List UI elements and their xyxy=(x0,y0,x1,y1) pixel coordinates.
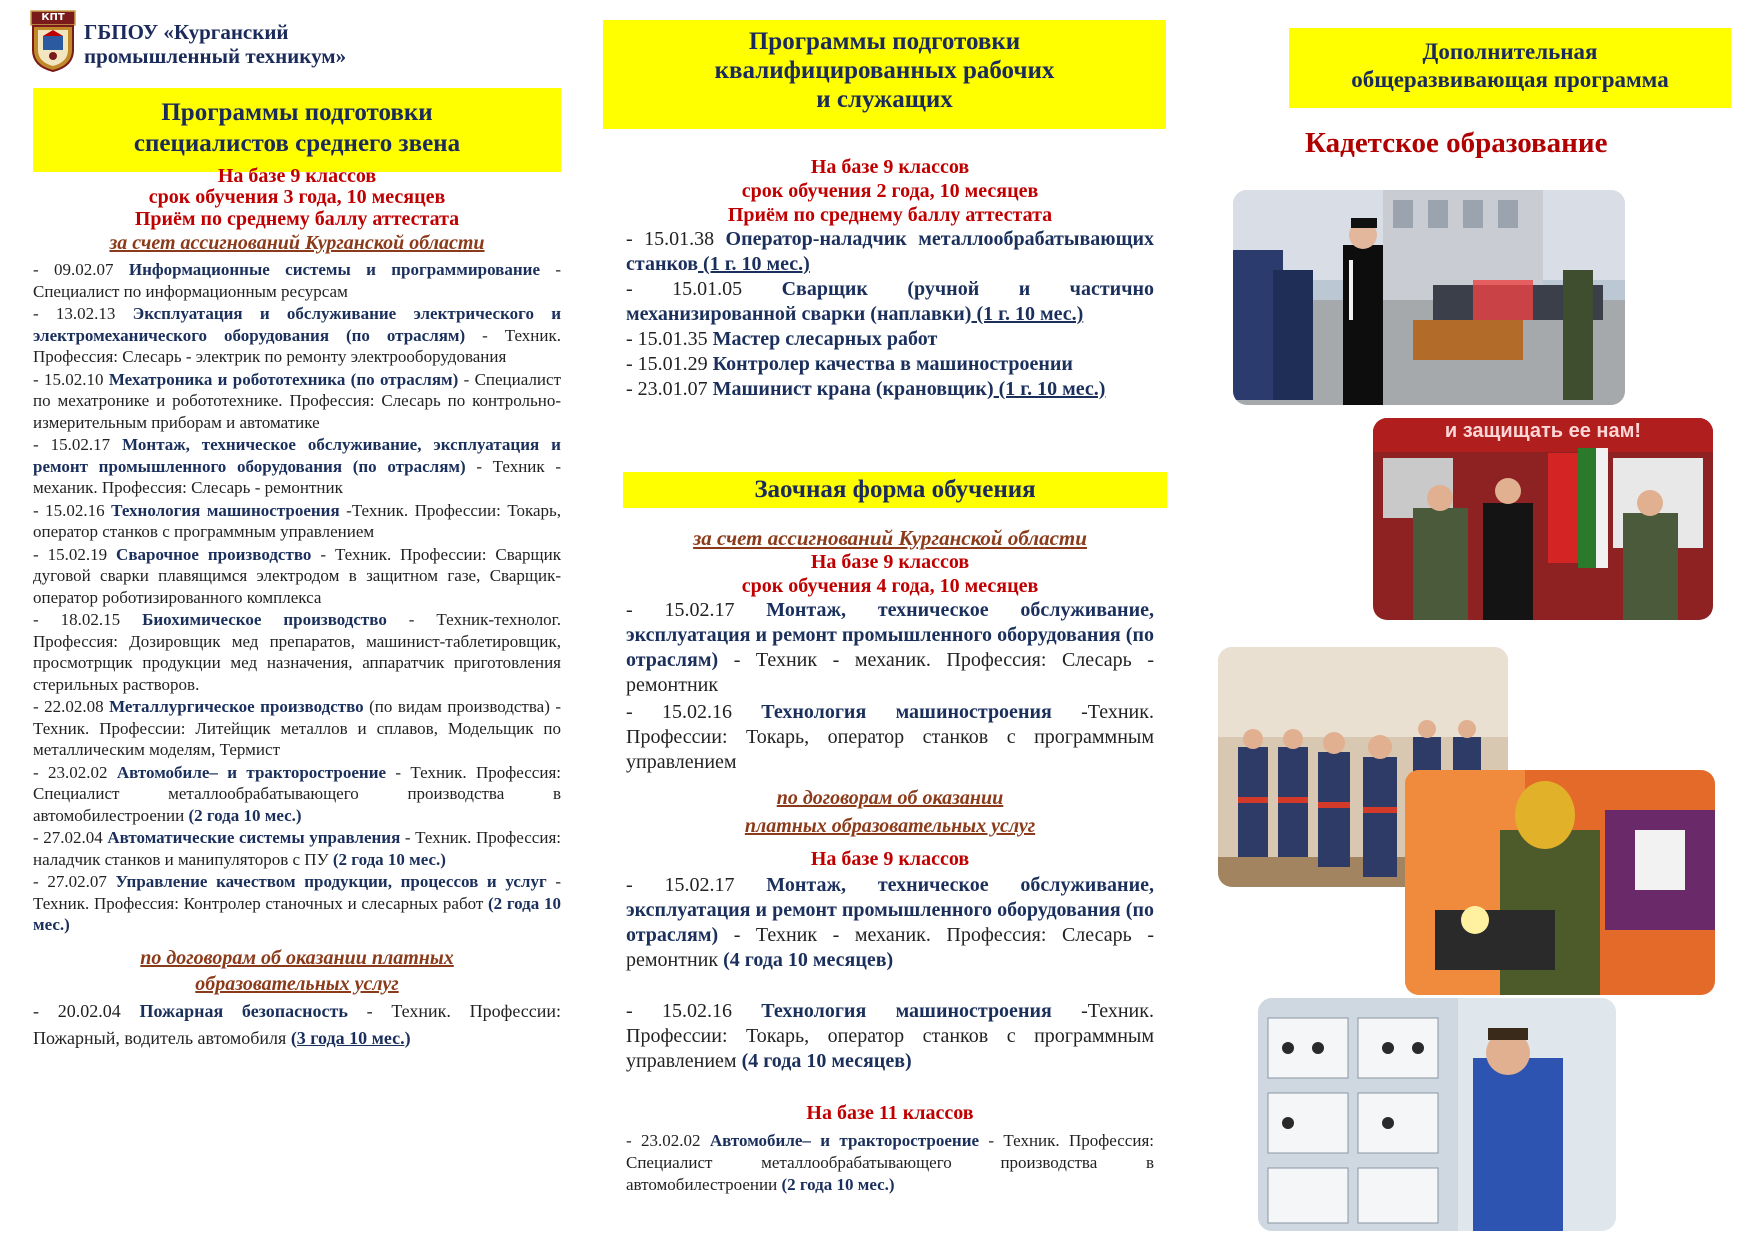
program-item xyxy=(626,377,1154,402)
zaoch-sponsor: за счет ассигнований Курганской области xyxy=(693,526,1087,550)
program-item-prefix: - 13.02.13 xyxy=(33,304,133,323)
cadet-title: Кадетское образование xyxy=(1305,127,1608,159)
program-item-prefix: - 27.02.04 xyxy=(33,828,108,847)
program-item-rest: -Техник. Профессии: Токарь, оператор станков с программным управлением xyxy=(33,500,561,541)
col1-paid-line1: по договорам об оказании платных xyxy=(140,946,454,969)
program-item-prefix: - 23.02.02 xyxy=(33,762,117,782)
col2-paid-base: На базе 9 классов xyxy=(810,848,970,870)
program-item-title: Информационные системы и программирование xyxy=(128,260,540,279)
col2-base11: На базе 11 классов xyxy=(806,1102,974,1124)
program-item-title: Управление качеством продукции, процессов и услуг xyxy=(115,872,547,891)
program-item xyxy=(33,696,561,761)
col1-header-line2: специалистов среднего звена xyxy=(133,130,461,157)
program-item-rest: (по видам производства) - Техник. Профессии: Литейщик металлов и сплавов, Модельщик по металлическим моделям, Термист xyxy=(33,697,561,759)
zaoch-body xyxy=(626,526,1154,1196)
program-item-title: Биохимическое производство xyxy=(142,610,387,629)
zaoch-base: На базе 9 классов xyxy=(810,551,970,573)
col1-header-line1: Программы подготовки xyxy=(161,99,433,126)
program-item-title: Металлургическое производство xyxy=(109,697,364,716)
col2-admission: Приём по среднему баллу аттестата xyxy=(727,204,1053,226)
col1-paid-line2: образовательных услуг xyxy=(195,972,399,995)
program-item xyxy=(33,259,561,302)
program-item-prefix: - 15.02.16 xyxy=(626,1000,762,1022)
program-item-title: Технология машиностроения xyxy=(761,701,1052,723)
program-item xyxy=(626,598,1154,698)
zaoch-term: срок обучения 4 года, 10 месяцев xyxy=(741,575,1039,597)
program-item-title: Сварщик (ручной и частично механизированной сварки (наплавки) xyxy=(626,278,1154,325)
col2-header xyxy=(603,20,1166,129)
program-item xyxy=(33,762,561,827)
photo-cadet-ceremony xyxy=(1233,190,1625,405)
program-item-prefix: - 22.02.08 xyxy=(33,697,110,716)
college-name-line2: промышленный техникум» xyxy=(84,44,347,68)
col3-header-line1: Дополнительная xyxy=(1422,39,1598,64)
program-item-prefix: - 15.02.16 xyxy=(626,701,762,723)
program-item xyxy=(33,871,561,936)
program-item xyxy=(626,999,1154,1074)
program-item-title: Мастер слесарных работ xyxy=(712,328,938,350)
emblem-badge-text: КПТ xyxy=(41,12,65,23)
col2-header-line1: Программы подготовки xyxy=(748,28,1021,55)
program-item xyxy=(626,277,1154,327)
program-item-tail: (4 года 10 месяцев) xyxy=(741,1050,912,1072)
banner-slogan: и защищать ее нам! xyxy=(1444,420,1642,442)
college-name-line1: ГБПОУ «Курганский xyxy=(84,20,289,44)
program-item-title: Технология машиностроения xyxy=(111,500,340,520)
program-item-title: Автомобиле– и тракторостроение xyxy=(116,762,387,782)
col1-header xyxy=(33,88,561,172)
col2-term: срок обучения 2 года, 10 месяцев xyxy=(741,180,1039,202)
col1-admission: Приём по среднему баллу аттестата xyxy=(134,208,460,230)
col2-paid-program-list xyxy=(626,873,1154,1074)
program-item-prefix: - 15.01.35 xyxy=(626,328,713,350)
program-item xyxy=(626,700,1154,775)
col1-base: На базе 9 классов xyxy=(217,165,377,187)
col2-paid-line1: по договорам об оказании xyxy=(776,787,1004,809)
program-item xyxy=(33,609,561,695)
program-item-prefix: - 15.02.16 xyxy=(33,500,112,520)
program-item-rest: - Техник - механик. Профессия: Слесарь - ремонтник xyxy=(626,649,1154,696)
program-item-title: Монтаж, техническое обслуживание, эксплуатация и ремонт промышленного оборудования (по отраслям) xyxy=(33,435,561,476)
photo-electrical-lab xyxy=(1258,998,1616,1231)
program-item-title: Монтаж, техническое обслуживание, эксплуатация и ремонт промышленного оборудования (по отраслям) xyxy=(626,599,1154,671)
col2-header-line2: квалифицированных рабочих xyxy=(714,57,1055,84)
program-item-rest: -Техник. Профессии: Токарь, оператор станков с программным управлением xyxy=(626,701,1154,773)
logo xyxy=(30,10,410,72)
col2-body xyxy=(626,155,1154,402)
col2-program-list xyxy=(626,227,1154,402)
col2-base: На базе 9 классов xyxy=(810,156,970,178)
program-item xyxy=(33,303,561,368)
program-item xyxy=(33,434,561,499)
program-item-rest: - Техник - механик. Профессия: Слесарь - ремонтник xyxy=(33,456,561,497)
col1-body xyxy=(33,166,561,1052)
photo-cadets-flags xyxy=(1373,418,1713,620)
program-item-rest: - Техник. Профессии: Сварщик дуговой сварки плавящимся электродом в защитном газе, Сварщик-оператор роботизированного комплекса xyxy=(33,544,561,607)
program-item-tail: (1 г. 10 мес.) xyxy=(993,378,1106,400)
program-item-tail: (4 года 10 месяцев) xyxy=(723,949,894,971)
program-item-rest: - Техник. Профессия: Специалист металлообрабатывающего производства в автомобилестроении xyxy=(33,762,561,825)
program-item xyxy=(33,369,561,434)
program-item xyxy=(33,827,561,870)
zaoch-header: Заочная форма обучения xyxy=(623,472,1167,508)
program-item-rest: - Специалист по мехатронике и робототехнике. Профессия: Слесарь по контрольно-измерительным приборам и автоматике xyxy=(33,369,561,432)
col3-header xyxy=(1289,28,1731,108)
col2-header-line3: и служащих xyxy=(816,86,953,113)
program-item-title: Оператор-наладчик металлообрабатывающих станков xyxy=(626,228,1154,275)
program-item-prefix: - 15.02.10 xyxy=(33,369,109,389)
program-item-rest: - Техник. Профессия: Контролер станочных и слесарных работ xyxy=(33,872,561,913)
program-item-prefix: - 15.01.38 xyxy=(626,228,726,250)
program-item-title: Машинист крана (крановщик) xyxy=(712,378,994,400)
program-item-prefix: - 15.01.29 xyxy=(626,353,713,375)
col1-paid-item: - 20.02.04 Пожарная безопасность - Техник. Профессии: Пожарный, водитель автомобиля (3 года 10 мес.) xyxy=(33,1000,561,1048)
program-item-tail: (1 г. 10 мес.) xyxy=(698,253,810,275)
program-item-title: Сварочное производство xyxy=(116,544,312,564)
program-item-prefix: - 23.01.07 xyxy=(626,378,713,400)
program-item xyxy=(33,500,561,543)
program-item-title: Эксплуатация и обслуживание электрического и электромеханического оборудования (по отраслям) xyxy=(33,304,561,345)
program-item-rest: - Техник. Профессия: Слесарь - электрик по ремонту электрооборудования xyxy=(33,325,561,366)
program-item-rest: - Техник. Профессия: наладчик станков и манипуляторов с ПУ xyxy=(33,828,561,869)
zaoch-program-list xyxy=(626,598,1154,775)
program-item-tail: (2 года 10 мес.) xyxy=(33,893,561,934)
program-item-prefix: - 15.02.17 xyxy=(626,599,767,621)
col2-base11-item: - 23.02.02 Автомобиле– и тракторостроение - Техник. Профессия: Специалист металлообрабатывающего производства в автомобилестроении (2 года 10 мес.) xyxy=(626,1131,1154,1194)
program-item-rest: - Техник - механик. Профессия: Слесарь - ремонтник xyxy=(626,924,1154,971)
photo-welder xyxy=(1405,770,1715,995)
col3-header-line2: общеразвивающая программа xyxy=(1351,67,1669,92)
program-item-title: Мехатроника и робототехника (по отраслям) xyxy=(108,369,459,389)
program-item xyxy=(626,352,1154,377)
program-item-prefix: - 15.02.19 xyxy=(33,544,117,564)
program-item-prefix: - 15.02.17 xyxy=(33,435,123,454)
program-item-prefix: - 15.02.17 xyxy=(626,874,767,896)
program-item-prefix: - 09.02.07 xyxy=(33,260,129,279)
program-item xyxy=(626,327,1154,352)
program-item xyxy=(626,873,1154,973)
col1-sponsor: за счет ассигнований Курганской области xyxy=(109,232,485,254)
program-item-prefix: - 18.02.15 xyxy=(33,610,143,629)
program-item-tail: (2 года 10 мес.) xyxy=(188,805,302,825)
program-item-rest: -Техник. Профессии: Токарь, оператор станков с программным управлением xyxy=(626,1000,1154,1072)
program-item-tail: (1 г. 10 мес.) xyxy=(971,303,1084,325)
program-item-tail: (2 года 10 мес.) xyxy=(332,849,446,869)
program-item-title: Технология машиностроения xyxy=(761,1000,1052,1022)
program-item-rest: - Специалист по информационным ресурсам xyxy=(33,260,561,301)
col2-paid-line2: платных образовательных услуг xyxy=(744,815,1036,837)
program-item xyxy=(626,227,1154,277)
program-item-title: Автоматические системы управления xyxy=(107,828,401,847)
program-item xyxy=(33,544,561,609)
program-item-title: Контролер качества в машиностроении xyxy=(712,353,1073,375)
program-item-rest: - Техник-технолог. Профессия: Дозировщик мед препаратов, машинист-таблетировщик, просмотрщик продукции мед назначения, аппаратчик приготовления стерильных растворов. xyxy=(33,610,561,694)
program-item-prefix: - 15.01.05 xyxy=(626,278,782,300)
col1-program-list xyxy=(33,259,561,936)
program-item-title: Монтаж, техническое обслуживание, эксплуатация и ремонт промышленного оборудования (по отраслям) xyxy=(626,874,1154,946)
program-item-prefix: - 27.02.07 xyxy=(33,872,116,891)
col1-term: срок обучения 3 года, 10 месяцев xyxy=(148,186,446,208)
